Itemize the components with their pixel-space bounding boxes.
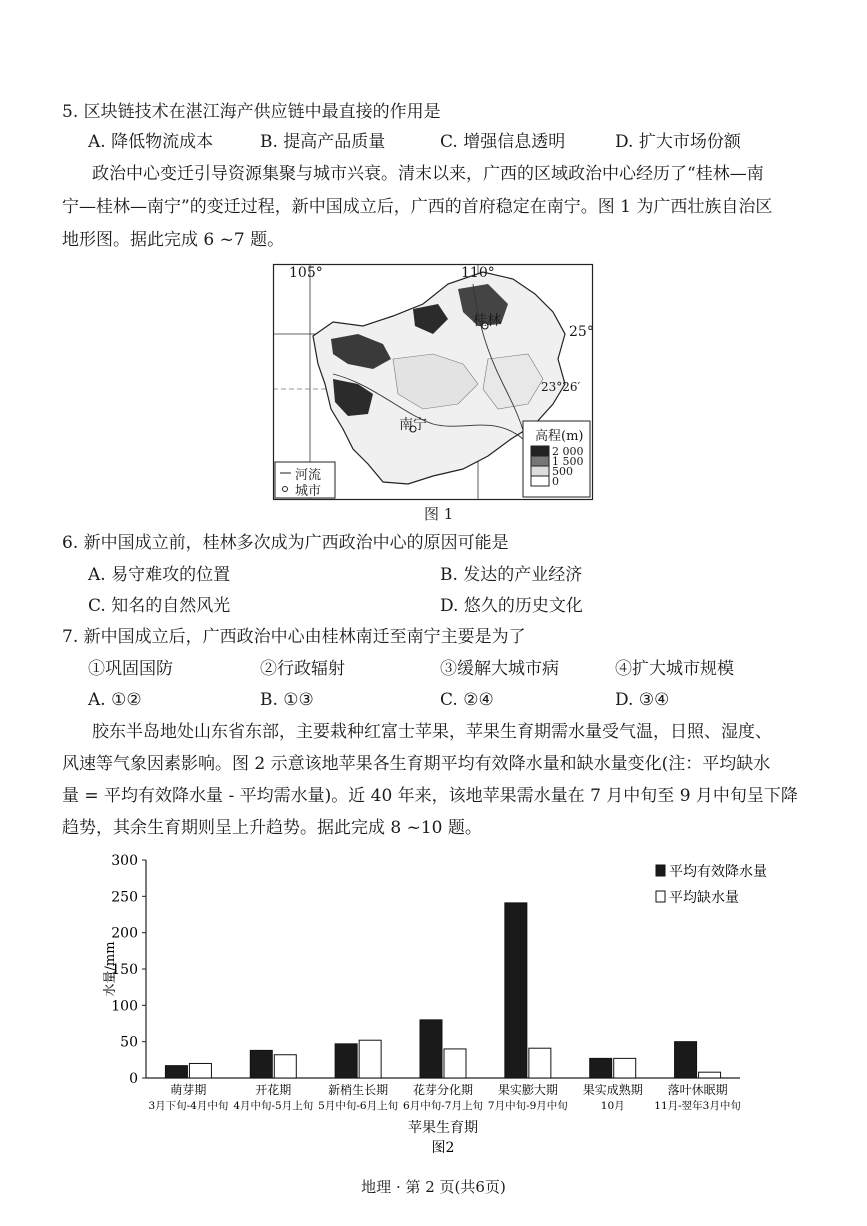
- legend-label-river: 河流: [295, 468, 322, 483]
- y-tick-label-1: 50: [120, 1034, 138, 1051]
- x-category-label-1: 开花期: [255, 1083, 292, 1097]
- y-tick-label-3: 150: [111, 962, 138, 978]
- bar-precip-3: [420, 1020, 442, 1078]
- bar-deficit-0: [189, 1063, 211, 1078]
- question-5-stem: 5. 区块链技术在湛江海产供应链中最直接的作用是: [62, 102, 441, 122]
- q5-option-c[interactable]: C. 增强信息透明: [440, 132, 566, 152]
- q6-option-c[interactable]: C. 知名的自然风光: [88, 596, 231, 616]
- q5-option-b[interactable]: B. 提高产品质量: [260, 132, 386, 152]
- x-period-label-6: 11月-翌年3月中旬: [654, 1100, 741, 1112]
- x-period-label-3: 6月中旬-7月上旬: [403, 1100, 483, 1112]
- legend-level-2000: 2 000: [552, 445, 584, 458]
- x-category-label-5: 果实成熟期: [582, 1083, 643, 1097]
- legend-swatch-0: [531, 476, 549, 486]
- bar-precip-5: [590, 1058, 612, 1078]
- q5-option-a[interactable]: A. 降低物流成本: [88, 132, 214, 152]
- y-tick-label-2: 100: [111, 998, 138, 1015]
- legend-level-1500: 1 500: [552, 455, 584, 468]
- x-period-label-0: 3月下旬-4月中旬: [148, 1100, 229, 1112]
- page-footer: 地理 · 第 2 页(共6页): [361, 1178, 506, 1196]
- q6-option-b[interactable]: B. 发达的产业经济: [440, 565, 583, 585]
- q6-option-a[interactable]: A. 易守难攻的位置: [88, 565, 231, 585]
- q7-option-d[interactable]: D. ③④: [615, 690, 670, 710]
- bar-precip-2: [335, 1044, 357, 1078]
- bar-precip-6: [675, 1042, 697, 1078]
- legend-city-symbol: [283, 487, 288, 492]
- bar-deficit-2: [359, 1040, 381, 1078]
- q6-option-d[interactable]: D. 悠久的历史文化: [440, 596, 583, 616]
- legend-label-1: 平均缺水量: [669, 890, 739, 906]
- bar-deficit-6: [699, 1072, 721, 1078]
- lon-label-105: 105°: [289, 265, 323, 281]
- q7-option-a[interactable]: A. ①②: [88, 690, 142, 710]
- bar-deficit-1: [274, 1055, 296, 1078]
- q7-option-b[interactable]: B. ①③: [260, 690, 314, 710]
- q7-item-4: ④扩大城市规模: [615, 659, 734, 679]
- bar-deficit-5: [614, 1058, 636, 1078]
- y-axis-label: 水量/mm: [103, 941, 118, 997]
- figure-1-caption: 图 1: [424, 505, 454, 523]
- x-category-label-6: 落叶休眠期: [667, 1083, 728, 1097]
- y-tick-label-0: 0: [129, 1071, 138, 1087]
- x-category-label-4: 果实膨大期: [497, 1083, 558, 1097]
- legend-swatch-0: [656, 865, 665, 876]
- intro1-line-2: 宁—桂林—南宁”的变迁过程，新中国成立后，广西的首府稳定在南宁。图 1 为广西壮族自治区: [62, 197, 773, 217]
- y-tick-label-4: 200: [111, 925, 138, 942]
- guangxi-terrain-map: [273, 264, 593, 500]
- x-period-label-5: 10月: [600, 1100, 625, 1112]
- q7-item-2: ②行政辐射: [260, 659, 345, 679]
- legend-title: 高程(m): [535, 429, 584, 444]
- x-period-label-1: 4月中旬-5月上旬: [233, 1100, 314, 1112]
- bar-precip-0: [165, 1066, 187, 1078]
- q7-option-c[interactable]: C. ②④: [440, 690, 494, 710]
- x-category-label-3: 花芽分化期: [412, 1083, 474, 1097]
- x-period-label-2: 5月中旬-6月上旬: [318, 1100, 399, 1112]
- intro2-line-1: 胶东半岛地处山东省东部，主要栽种红富士苹果，苹果生育期需水量受气温，日照、湿度、: [92, 722, 772, 742]
- question-7-stem: 7. 新中国成立后，广西政治中心由桂林南迁至南宁主要是为了: [62, 627, 526, 647]
- bar-deficit-4: [529, 1048, 551, 1078]
- chart-svg: [100, 850, 800, 1156]
- legend-label-city: 城市: [295, 484, 322, 499]
- legend-label-0: 平均有效降水量: [669, 864, 767, 880]
- x-period-label-4: 7月中旬-9月中旬: [487, 1100, 568, 1112]
- legend-swatch-1: [656, 891, 665, 902]
- intro2-line-2: 风速等气象因素影响。图 2 示意该地苹果各生育期平均有效降水量和缺水量变化(注：平均缺水: [62, 754, 771, 774]
- y-tick-label-5: 250: [111, 889, 138, 906]
- lat-label-tropic: 23°26′: [541, 380, 581, 394]
- legend-swatch-1500: [531, 456, 549, 466]
- city-label-guilin: 桂林: [473, 313, 501, 329]
- x-category-label-2: 新梢生长期: [328, 1083, 389, 1097]
- x-axis-label: 苹果生育期: [408, 1120, 478, 1136]
- lat-label-25: 25°: [569, 324, 594, 340]
- intro2-line-4: 趋势，其余生育期则呈上升趋势。据此完成 8 ~10 题。: [62, 818, 482, 838]
- y-tick-label-6: 300: [111, 853, 138, 869]
- lon-label-110: 110°: [461, 265, 495, 281]
- bar-precip-1: [250, 1050, 272, 1078]
- intro1-line-3: 地形图。据此完成 6 ~7 题。: [62, 230, 285, 250]
- intro1-line-1: 政治中心变迁引导资源集聚与城市兴衰。清末以来，广西的区域政治中心经历了“桂林—南: [92, 164, 764, 184]
- legend-level-0: 0: [552, 475, 559, 488]
- question-6-stem: 6. 新中国成立前，桂林多次成为广西政治中心的原因可能是: [62, 533, 509, 553]
- legend-swatch-500: [531, 466, 549, 476]
- legend-level-500: 500: [552, 465, 573, 478]
- apple-water-chart: [100, 850, 800, 1156]
- q7-item-1: ①巩固国防: [88, 659, 173, 679]
- intro2-line-3: 量 = 平均有效降水量 - 平均需水量)。近 40 年来，该地苹果需水量在 7 月中旬至 9 月中旬呈下降: [62, 786, 798, 806]
- city-label-nanning: 南宁: [399, 417, 427, 433]
- x-category-label-0: 萌芽期: [170, 1083, 207, 1097]
- figure-2-caption: 图2: [431, 1140, 455, 1156]
- bar-deficit-3: [444, 1049, 466, 1078]
- legend-swatch-2000: [531, 446, 549, 456]
- q7-item-3: ③缓解大城市病: [440, 659, 559, 679]
- q5-option-d[interactable]: D. 扩大市场份额: [615, 132, 741, 152]
- bar-precip-4: [505, 903, 527, 1078]
